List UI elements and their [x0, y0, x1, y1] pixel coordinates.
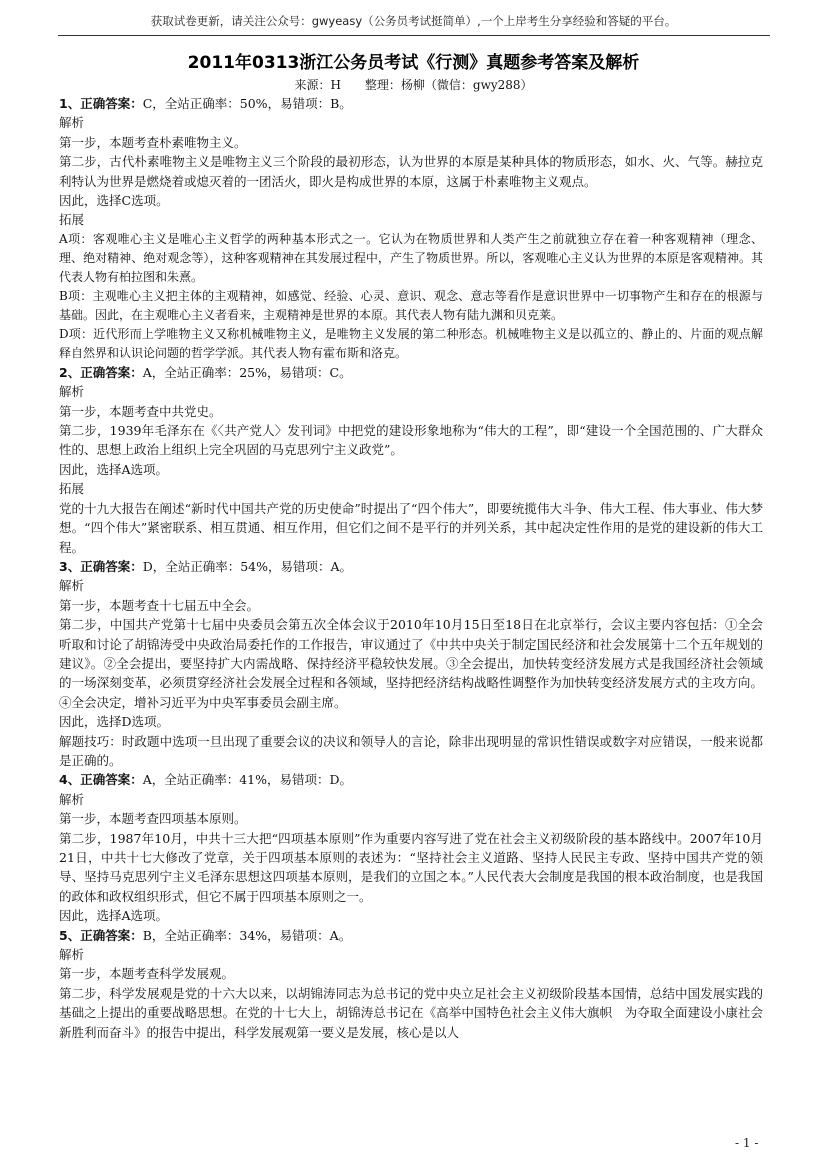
answer-meta: 54%，易错项：A。 [240, 558, 353, 574]
analysis-paragraph: 第一步，本题考查朴素唯物主义。 [59, 134, 247, 150]
question-head: 3、正确答案： [59, 558, 143, 574]
question-header [59, 770, 763, 789]
analysis-paragraph: 第二步，中国共产党第十七届中央委员会第五次全体会议于2010年10月15日至18日在北京举行，会议主要内容包括：①全会听取和讨论了胡锦涛受中央政治局委托作的工作报告，审议通过了《中共中央关于制定国民经济和社会发展第十二个五年规划的建议》。②全会提出，要坚持扩大内需战略、保持经济平稳较快发展。③全会提出，加快转变经济发展方式是我国经济社会领域的一场深刻变革，必须贯穿经济社会发展全过程和各领域，坚持把经济结构战略性调整作为加快转变经济发展方式的主攻方向。④全会决定，增补习近平为中央军事委员会副主席。 [59, 617, 763, 710]
page-number: - 1 - [735, 1136, 759, 1150]
analysis-label: 解析 [59, 947, 85, 963]
extension-label: 拓展 [59, 212, 85, 228]
analysis-label: 解析 [59, 578, 85, 594]
extension-paragraph: A项：客观唯心主义是唯心主义哲学的两种基本形式之一。它认为在物质世界和人类产生之前就独立存在着一种客观精神（理念、理、绝对精神、绝对观念等），这种客观精神在其发展过程中，产生了物质世界。所以，客观唯心主义认为世界的本原是客观精神。其代表人物有柏拉图和朱熹。 [59, 231, 763, 284]
source-line: 来源：H 整理：杨柳（微信：gwy288） [294, 78, 533, 92]
question-head: 1、正确答案： [59, 96, 143, 111]
question-head: 5、正确答案： [59, 927, 143, 943]
analysis-paragraph: 第一步，本题考查中共党史。 [59, 403, 222, 419]
correct-answer: A，全站正确率： [142, 772, 240, 788]
analysis-paragraph: 因此，选择A选项。 [59, 908, 169, 924]
analysis-label: 解析 [59, 791, 85, 807]
tip-paragraph: 解题技巧：时政题中选项一旦出现了重要会议的决议和领导人的言论，除非出现明显的常识性错误或数字对应错误，一般来说都是正确的。 [59, 733, 763, 768]
question-header [59, 94, 763, 113]
extension-paragraph: B项：主观唯心主义把主体的主观精神，如感觉、经验、心灵、意识、观念、意志等看作是意识世界中一切事物产生和存在的根源与基础。因此，在主观唯心主义者看来，主观精神是世界的本原。其代表人物有陆九渊和贝克莱。 [59, 288, 763, 322]
answer-meta: 34%，易错项：A。 [239, 927, 352, 943]
answer-meta: 50%，易错项：B。 [239, 96, 352, 111]
analysis-paragraph: 因此，选择D选项。 [59, 714, 170, 730]
answer-meta: 41%，易错项：D。 [239, 772, 353, 788]
correct-answer: B，全站正确率： [142, 927, 240, 943]
correct-answer: C，全站正确率： [142, 96, 240, 111]
answer-meta: 25%，易错项：C。 [239, 364, 352, 380]
analysis-paragraph: 第二步，1939年毛泽东在《〈共产党人〉发刊词》中把党的建设形象地称为“伟大的工程”，即“建设一个全国范围的、广大群众性的、思想上政治上组织上完全巩固的马克思列宁主义政党”。 [59, 423, 763, 458]
question-header [59, 363, 763, 382]
analysis-paragraph: 第一步，本题考查四项基本原则。 [59, 811, 247, 827]
question-header [59, 926, 763, 945]
analysis-label: 解析 [59, 115, 85, 131]
analysis-paragraph: 第二步，1987年10月，中共十三大把“四项基本原则”作为重要内容写进了党在社会主义初级阶段的基本路线中。2007年10月21日，中共十七大修改了党章，关于四项基本原则的表述为：“坚持社会主义道路、坚持人民民主专政、坚持中国共产党的领导、坚持马克思列宁主义毛泽东思想这四项基本原则，是我们的立国之本。”人民代表大会制度是我国的根本政治制度，也是我国的政体和政权组织形式，但它不属于四项基本原则之一。 [59, 830, 763, 904]
analysis-paragraph: 第一步，本题考查科学发展观。 [59, 966, 235, 982]
extension-label: 拓展 [59, 481, 85, 497]
question-head: 2、正确答案： [59, 364, 143, 380]
analysis-paragraph: 第二步，古代朴素唯物主义是唯物主义三个阶段的最初形态，认为世界的本原是某种具体的物质形态，如水、火、气等。赫拉克利特认为世界是燃烧着或熄灭着的一团活火，即火是构成世界的本原，这属于朴素唯物主义观点。 [59, 154, 763, 189]
analysis-paragraph: 因此，选择C选项。 [59, 193, 169, 209]
extension-paragraph: D项：近代形而上学唯物主义又称机械唯物主义，是唯物主义发展的第二种形态。机械唯物主义是以孤立的、静止的、片面的观点解释自然界和认识论问题的哲学学派。其代表人物有霍布斯和洛克。 [59, 326, 763, 360]
question-head: 4、正确答案： [59, 772, 143, 788]
answer-content [59, 94, 763, 1042]
analysis-paragraph: 第一步，本题考查十七届五中全会。 [59, 597, 260, 613]
page-title: 2011年0313浙江公务员考试《行测》真题参考答案及解析 [187, 53, 640, 73]
extension-paragraph: 党的十九大报告在阐述“新时代中国共产党的历史使命”时提出了“四个伟大”，即要统揽伟大斗争、伟大工程、伟大事业、伟大梦想。“四个伟大”紧密联系、相互贯通、相互作用，但它们之间不是平行的并列关系，其中起决定性作用的是党的建设新的伟大工程。 [59, 500, 763, 555]
correct-answer: A，全站正确率： [142, 364, 240, 380]
analysis-paragraph: 第二步，科学发展观是党的十六大以来，以胡锦涛同志为总书记的党中央立足社会主义初级阶段基本国情，总结中国发展实践的基础之上提出的重要战略思想。在党的十七大上，胡锦涛总书记在《高举中国特色社会主义伟大旗帜 为夺取全面建设小康社会新胜利而奋斗》的报告中提出，科学发展观第一要义是发展，核心是以人 [59, 985, 763, 1040]
analysis-label: 解析 [59, 384, 85, 400]
header-rule [58, 35, 770, 36]
header-banner: 获取试卷更新，请关注公众号：gwyeasy（公务员考试挺简单）,一个上岸考生分享经验和答疑的平台。 [150, 14, 677, 28]
question-header [59, 557, 763, 576]
analysis-paragraph: 因此，选择A选项。 [59, 461, 169, 477]
correct-answer: D，全站正确率： [142, 558, 241, 574]
